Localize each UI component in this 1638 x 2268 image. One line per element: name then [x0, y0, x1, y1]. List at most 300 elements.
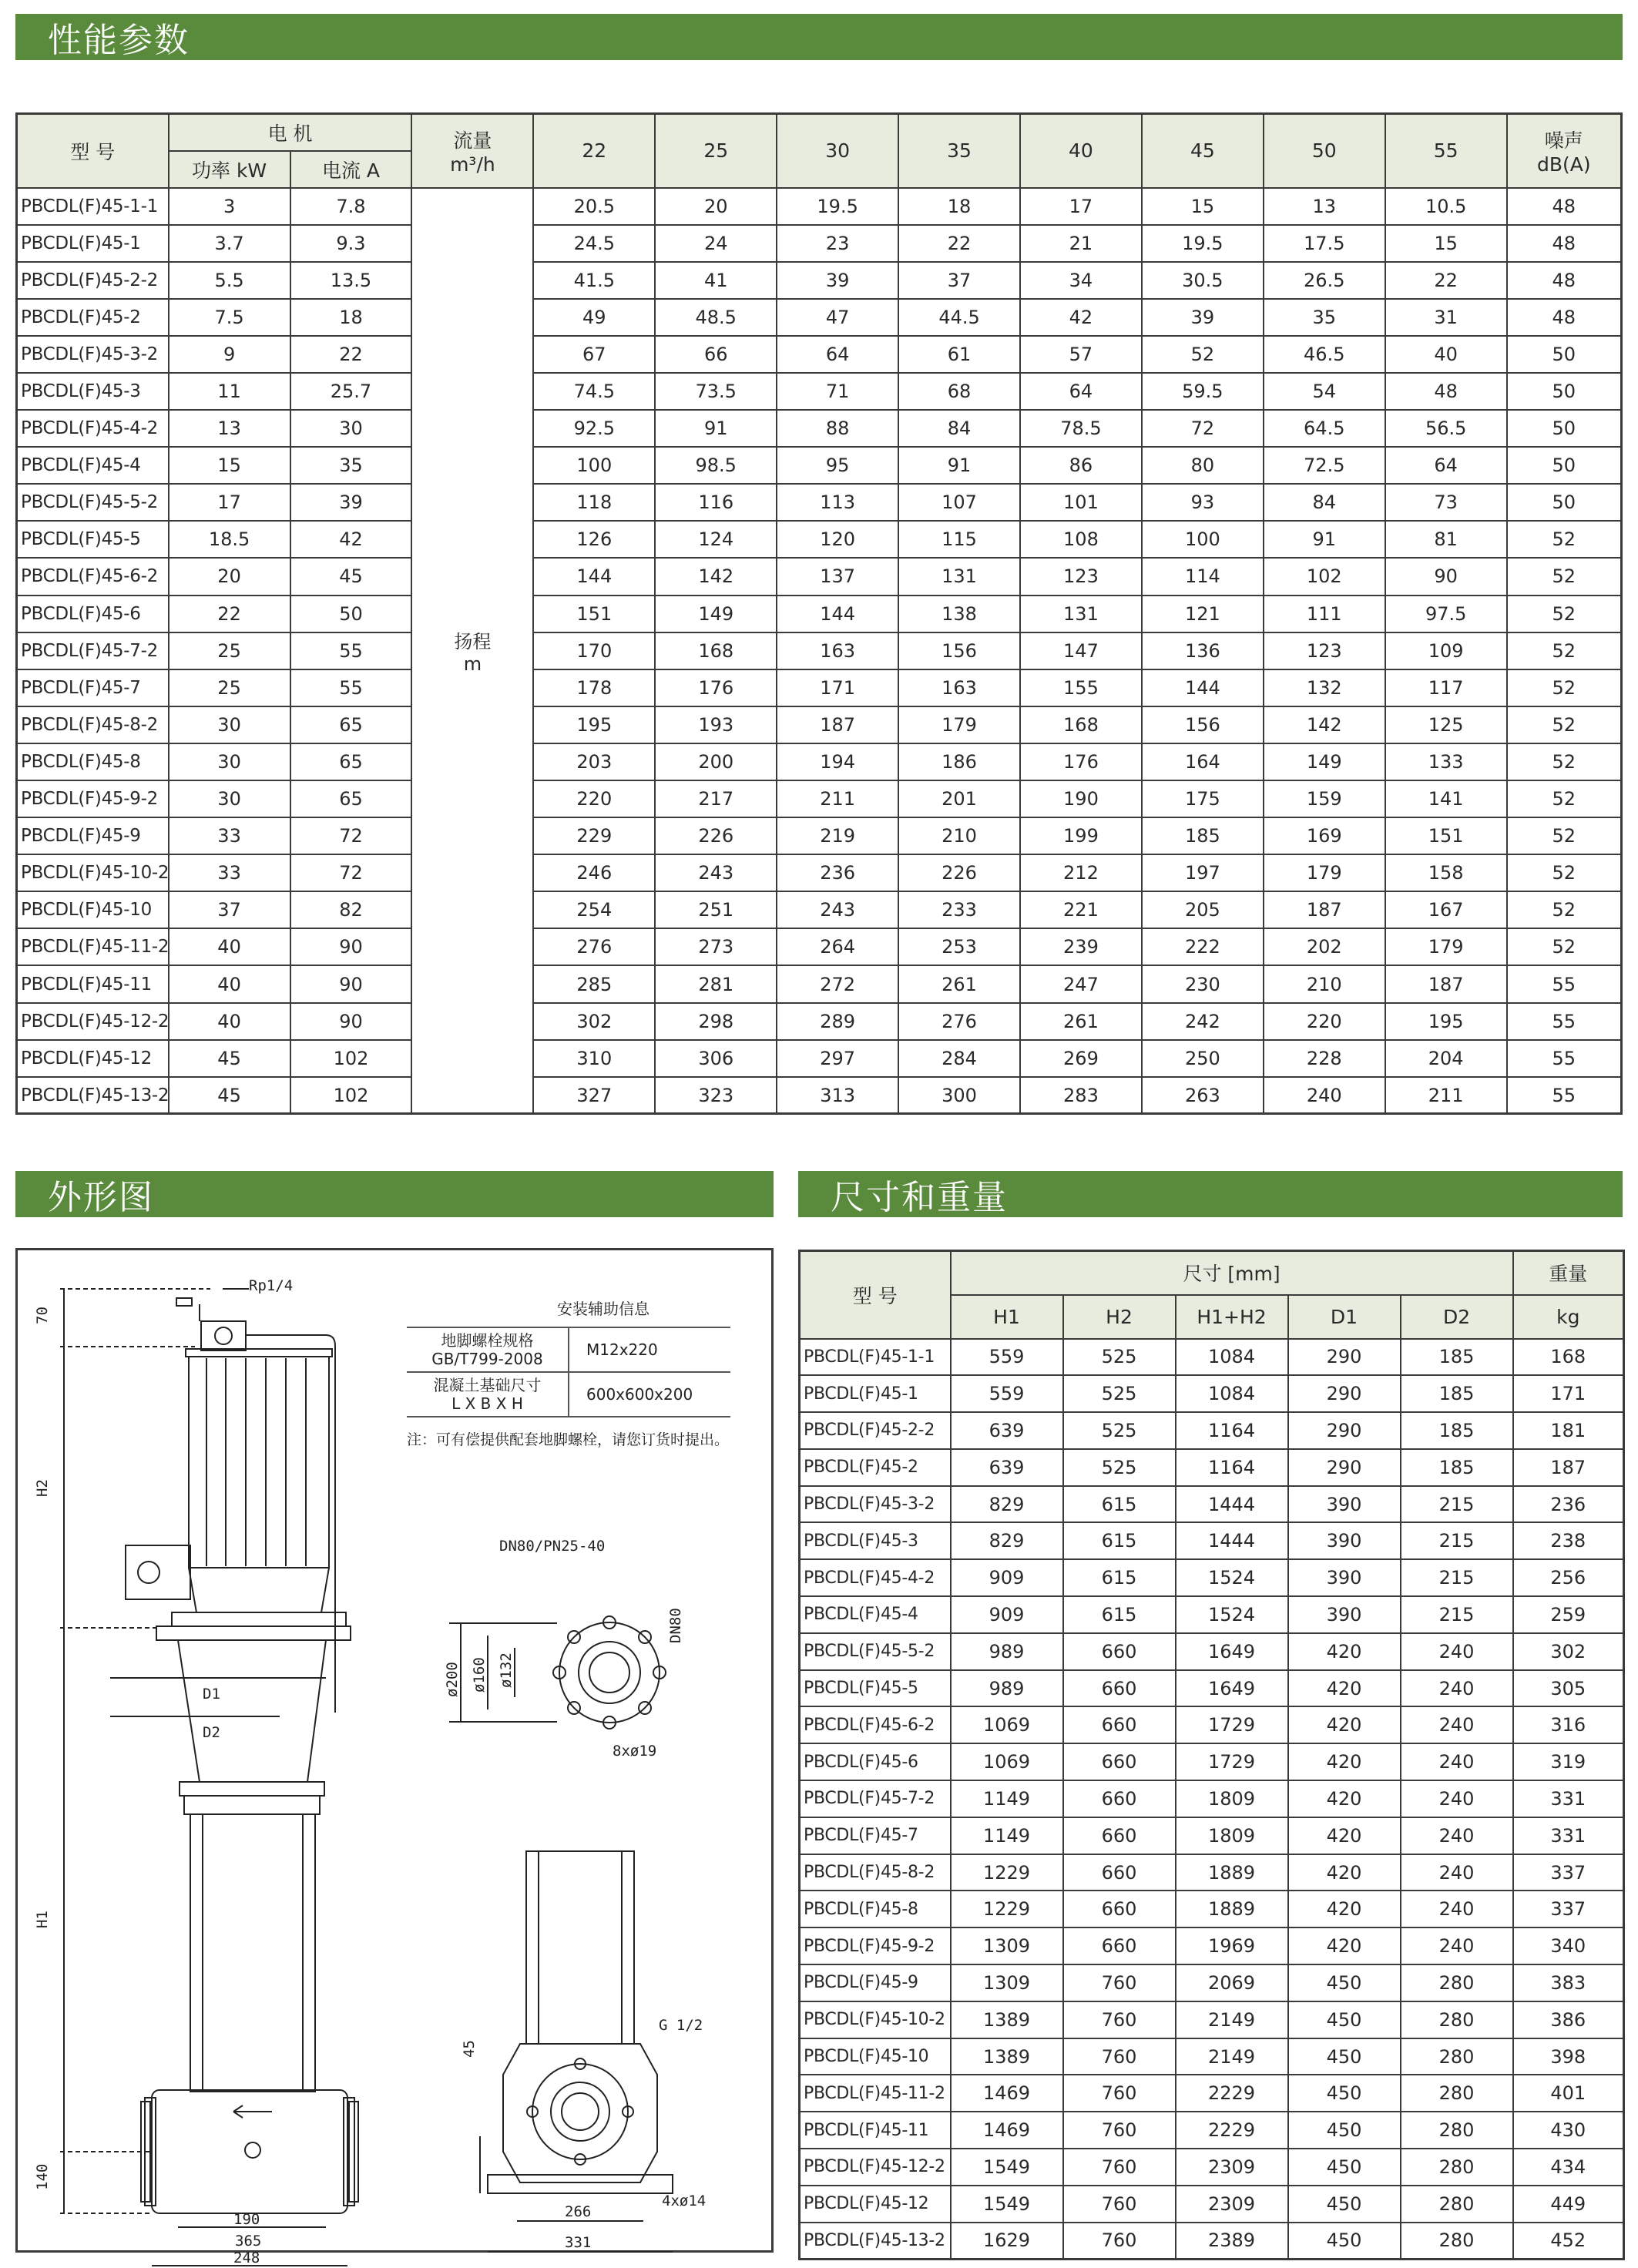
head-value-cell: 54 — [1264, 373, 1385, 410]
dimension-cell: 240 — [1401, 1891, 1513, 1927]
model-cell: PBCDL(F)45-1-1 — [800, 1339, 951, 1376]
head-value-cell: 100 — [1142, 521, 1264, 558]
power-cell: 17 — [169, 484, 290, 521]
head-value-cell: 176 — [1020, 743, 1142, 780]
current-cell: 9.3 — [290, 225, 412, 262]
current-cell: 18 — [290, 299, 412, 336]
head-value-cell: 68 — [898, 373, 1020, 410]
head-value-cell: 137 — [777, 558, 898, 595]
weight-cell: 449 — [1513, 2186, 1624, 2223]
head-value-cell: 261 — [898, 965, 1020, 1002]
dimension-cell: 420 — [1288, 1891, 1401, 1927]
head-value-cell: 168 — [1020, 706, 1142, 743]
head-value-cell: 24.5 — [533, 225, 655, 262]
head-value-cell: 56.5 — [1385, 410, 1507, 447]
head-value-cell: 297 — [777, 1040, 898, 1077]
dimension-cell: 1549 — [951, 2149, 1063, 2186]
head-value-cell: 61 — [898, 336, 1020, 373]
flange-title: DN80/PN25-40 — [499, 1538, 606, 1555]
dims-model-header: 型 号 — [800, 1251, 951, 1339]
model-cell: PBCDL(F)45-6-2 — [800, 1706, 951, 1743]
weight-cell: 340 — [1513, 1927, 1624, 1964]
dimension-cell: 1229 — [951, 1854, 1063, 1891]
table-row — [800, 1522, 1624, 1559]
head-value-cell: 123 — [1020, 558, 1142, 595]
dimension-cell: 420 — [1288, 1670, 1401, 1707]
flow-unit: m³/h — [450, 153, 495, 176]
model-cell: PBCDL(F)45-9-2 — [800, 1927, 951, 1964]
noise-cell: 52 — [1507, 632, 1622, 669]
current-header: 电流 A — [290, 151, 412, 188]
dimension-cell: 1069 — [951, 1706, 1063, 1743]
power-cell: 11 — [169, 373, 290, 410]
head-value-cell: 13 — [1264, 188, 1385, 225]
dimension-cell: 420 — [1288, 1780, 1401, 1817]
head-value-cell: 73.5 — [655, 373, 777, 410]
table-row — [17, 1003, 1622, 1040]
dimension-cell: 240 — [1401, 1780, 1513, 1817]
base-label-line1: 混凝土基础尺寸 — [433, 1376, 542, 1394]
head-value-cell: 272 — [777, 965, 898, 1002]
table-row — [17, 965, 1622, 1002]
dimension-cell: 215 — [1401, 1559, 1513, 1596]
flow-value-header: 22 — [533, 114, 655, 188]
head-value-cell: 91 — [655, 410, 777, 447]
dimension-cell: 185 — [1401, 1375, 1513, 1412]
table-row — [800, 1927, 1624, 1964]
current-cell: 55 — [290, 669, 412, 706]
bolt-label-line2: GB/T799-2008 — [431, 1350, 543, 1368]
dim-45: 45 — [461, 2040, 478, 2058]
table-row — [800, 1854, 1624, 1891]
power-cell: 18.5 — [169, 521, 290, 558]
noise-cell: 50 — [1507, 336, 1622, 373]
head-value-cell: 221 — [1020, 891, 1142, 928]
flow-label: 流量 — [453, 129, 492, 153]
head-value-cell: 254 — [533, 891, 655, 928]
flow-value-header: 40 — [1020, 114, 1142, 188]
head-value-cell: 19.5 — [1142, 225, 1264, 262]
model-cell: PBCDL(F)45-5-2 — [800, 1633, 951, 1670]
head-value-cell: 276 — [898, 1003, 1020, 1040]
power-cell: 15 — [169, 447, 290, 484]
head-value-cell: 18 — [898, 188, 1020, 225]
noise-cell: 48 — [1507, 299, 1622, 336]
table-row — [800, 1559, 1624, 1596]
head-value-cell: 44.5 — [898, 299, 1020, 336]
head-value-cell: 102 — [1264, 558, 1385, 595]
head-value-cell: 147 — [1020, 632, 1142, 669]
dimension-cell: 1649 — [1176, 1633, 1288, 1670]
current-cell: 7.8 — [290, 188, 412, 225]
head-value-cell: 101 — [1020, 484, 1142, 521]
noise-cell: 52 — [1507, 854, 1622, 891]
power-cell: 20 — [169, 558, 290, 595]
head-value-cell: 313 — [777, 1077, 898, 1114]
head-value-cell: 64 — [1020, 373, 1142, 410]
power-cell: 33 — [169, 854, 290, 891]
current-cell: 13.5 — [290, 262, 412, 299]
dimension-cell: 450 — [1288, 2112, 1401, 2149]
dimension-cell: 2389 — [1176, 2223, 1288, 2260]
model-cell: PBCDL(F)45-1 — [800, 1375, 951, 1412]
dimension-cell: 2069 — [1176, 1964, 1288, 2001]
table-row — [800, 1964, 1624, 2001]
head-value-cell: 204 — [1385, 1040, 1507, 1077]
head-value-cell: 229 — [533, 817, 655, 854]
weight-cell: 259 — [1513, 1596, 1624, 1633]
dimension-cell: 660 — [1063, 1891, 1176, 1927]
head-value-cell: 72.5 — [1264, 447, 1385, 484]
weight-cell: 430 — [1513, 2112, 1624, 2149]
model-cell: PBCDL(F)45-5 — [800, 1670, 951, 1707]
head-value-cell: 210 — [1264, 965, 1385, 1002]
head-value-cell: 170 — [533, 632, 655, 669]
head-value-cell: 20.5 — [533, 188, 655, 225]
head-value-cell: 46.5 — [1264, 336, 1385, 373]
head-value-cell: 64 — [1385, 447, 1507, 484]
head-value-cell: 171 — [777, 669, 898, 706]
model-cell: PBCDL(F)45-7-2 — [800, 1780, 951, 1817]
model-cell: PBCDL(F)45-10 — [17, 891, 169, 928]
col-d2-header: D2 — [1401, 1295, 1513, 1339]
head-value-cell: 264 — [777, 928, 898, 965]
noise-cell: 50 — [1507, 373, 1622, 410]
dimensions-section-title: 尺寸和重量 — [798, 1171, 1623, 1217]
dimension-cell: 215 — [1401, 1522, 1513, 1559]
head-value-cell: 203 — [533, 743, 655, 780]
head-value-cell: 126 — [533, 521, 655, 558]
head-value-cell: 37 — [898, 262, 1020, 299]
head-value-cell: 175 — [1142, 780, 1264, 817]
dimension-cell: 290 — [1288, 1339, 1401, 1376]
flow-value-header: 45 — [1142, 114, 1264, 188]
head-value-cell: 34 — [1020, 262, 1142, 299]
dimension-cell: 760 — [1063, 2223, 1176, 2260]
head-label: 扬程 — [454, 630, 492, 653]
weight-cell: 316 — [1513, 1706, 1624, 1743]
dimension-cell: 660 — [1063, 1706, 1176, 1743]
head-value-cell: 109 — [1385, 632, 1507, 669]
dimension-cell: 1164 — [1176, 1449, 1288, 1486]
head-value-cell: 199 — [1020, 817, 1142, 854]
model-cell: PBCDL(F)45-1 — [17, 225, 169, 262]
dim-h1: H1 — [34, 1911, 51, 1928]
flow-value-header: 25 — [655, 114, 777, 188]
noise-header — [1507, 114, 1622, 188]
head-value-cell: 93 — [1142, 484, 1264, 521]
head-value-cell: 251 — [655, 891, 777, 928]
head-value-cell: 300 — [898, 1077, 1020, 1114]
power-cell: 30 — [169, 706, 290, 743]
dimension-cell: 989 — [951, 1633, 1063, 1670]
current-cell: 90 — [290, 928, 412, 965]
g12-label: G 1/2 — [659, 2017, 703, 2034]
model-cell: PBCDL(F)45-12-2 — [800, 2149, 951, 2186]
head-value-cell: 131 — [898, 558, 1020, 595]
current-cell: 72 — [290, 854, 412, 891]
head-value-cell: 201 — [898, 780, 1020, 817]
power-cell: 30 — [169, 743, 290, 780]
current-cell: 55 — [290, 632, 412, 669]
head-value-cell: 124 — [655, 521, 777, 558]
head-value-cell: 178 — [533, 669, 655, 706]
head-value-cell: 158 — [1385, 854, 1507, 891]
table-row — [800, 1817, 1624, 1854]
head-value-cell: 185 — [1142, 817, 1264, 854]
head-value-cell: 187 — [1264, 891, 1385, 928]
table-row — [800, 1780, 1624, 1817]
current-cell: 45 — [290, 558, 412, 595]
power-cell: 40 — [169, 928, 290, 965]
head-value-cell: 151 — [1385, 817, 1507, 854]
dimension-cell: 559 — [951, 1375, 1063, 1412]
dim-365: 365 — [235, 2233, 262, 2250]
base-size-label — [407, 1372, 569, 1417]
current-cell: 82 — [290, 891, 412, 928]
install-info-block — [407, 1297, 746, 1451]
head-value-cell: 246 — [533, 854, 655, 891]
outline-drawing-panel — [15, 1248, 774, 2266]
dn80-label: DN80 — [667, 1608, 684, 1643]
head-value-cell: 64 — [777, 336, 898, 373]
dimension-cell: 450 — [1288, 1964, 1401, 2001]
noise-cell: 55 — [1507, 1003, 1622, 1040]
head-value-cell: 81 — [1385, 521, 1507, 558]
head-value-cell: 195 — [1385, 1003, 1507, 1040]
col-d1-header: D1 — [1288, 1295, 1401, 1339]
current-cell: 102 — [290, 1077, 412, 1114]
model-cell: PBCDL(F)45-5-2 — [17, 484, 169, 521]
current-cell: 42 — [290, 521, 412, 558]
dimension-cell: 760 — [1063, 2149, 1176, 2186]
head-value-cell: 133 — [1385, 743, 1507, 780]
base-size-value: 600x600x200 — [569, 1372, 730, 1417]
noise-cell: 50 — [1507, 410, 1622, 447]
head-value-cell: 212 — [1020, 854, 1142, 891]
model-cell: PBCDL(F)45-11-2 — [17, 928, 169, 965]
head-value-cell: 250 — [1142, 1040, 1264, 1077]
dimension-cell: 525 — [1063, 1449, 1176, 1486]
head-value-cell: 247 — [1020, 965, 1142, 1002]
current-cell: 65 — [290, 706, 412, 743]
model-cell: PBCDL(F)45-9 — [17, 817, 169, 854]
table-row — [17, 410, 1622, 447]
head-value-cell: 179 — [898, 706, 1020, 743]
head-value-cell: 144 — [777, 596, 898, 632]
weight-cell: 236 — [1513, 1486, 1624, 1523]
head-value-cell: 289 — [777, 1003, 898, 1040]
model-cell: PBCDL(F)45-12 — [17, 1040, 169, 1077]
bolt-spec-value: M12x220 — [569, 1327, 730, 1372]
head-value-cell: 86 — [1020, 447, 1142, 484]
head-value-cell: 71 — [777, 373, 898, 410]
dimension-cell: 829 — [951, 1486, 1063, 1523]
table-row — [800, 1633, 1624, 1670]
current-cell: 102 — [290, 1040, 412, 1077]
head-value-cell: 156 — [898, 632, 1020, 669]
table-row — [800, 1743, 1624, 1780]
head-value-cell: 108 — [1020, 521, 1142, 558]
dimension-cell: 615 — [1063, 1486, 1176, 1523]
dimension-cell: 1889 — [1176, 1891, 1288, 1927]
table-row — [800, 1706, 1624, 1743]
head-value-cell: 151 — [533, 596, 655, 632]
head-value-cell: 195 — [533, 706, 655, 743]
model-cell: PBCDL(F)45-10 — [800, 2038, 951, 2075]
flow-value-header: 55 — [1385, 114, 1507, 188]
current-cell: 35 — [290, 447, 412, 484]
head-value-cell: 19.5 — [777, 188, 898, 225]
model-cell: PBCDL(F)45-6 — [17, 596, 169, 632]
dimension-cell: 420 — [1288, 1817, 1401, 1854]
head-value-cell: 98.5 — [655, 447, 777, 484]
install-info-title: 安装辅助信息 — [557, 1300, 649, 1318]
outline-section-title: 外形图 — [15, 1171, 774, 1217]
dim-d2: D2 — [203, 1724, 220, 1741]
head-value-cell: 149 — [1264, 743, 1385, 780]
noise-cell: 48 — [1507, 225, 1622, 262]
power-cell: 25 — [169, 669, 290, 706]
head-value-cell: 84 — [1264, 484, 1385, 521]
head-value-cell: 176 — [655, 669, 777, 706]
dimension-cell: 2309 — [1176, 2149, 1288, 2186]
table-row — [17, 188, 1622, 225]
head-value-cell: 163 — [898, 669, 1020, 706]
head-value-cell: 193 — [655, 706, 777, 743]
head-value-cell: 202 — [1264, 928, 1385, 965]
dimension-cell: 1309 — [951, 1964, 1063, 2001]
head-value-cell: 72 — [1142, 410, 1264, 447]
model-cell: PBCDL(F)45-10-2 — [800, 2001, 951, 2038]
dimension-cell: 909 — [951, 1559, 1063, 1596]
dimension-cell: 1389 — [951, 2001, 1063, 2038]
dimension-cell: 1524 — [1176, 1596, 1288, 1633]
dimension-cell: 1889 — [1176, 1854, 1288, 1891]
table-row — [17, 817, 1622, 854]
head-value-cell: 125 — [1385, 706, 1507, 743]
weight-cell: 171 — [1513, 1375, 1624, 1412]
head-value-cell: 141 — [1385, 780, 1507, 817]
head-value-cell: 15 — [1142, 188, 1264, 225]
head-value-cell: 243 — [655, 854, 777, 891]
head-value-cell: 91 — [898, 447, 1020, 484]
model-cell: PBCDL(F)45-8 — [17, 743, 169, 780]
table-row — [800, 2075, 1624, 2112]
weight-cell: 331 — [1513, 1780, 1624, 1817]
table-row — [800, 1596, 1624, 1633]
head-value-cell: 17.5 — [1264, 225, 1385, 262]
dimension-cell: 1084 — [1176, 1375, 1288, 1412]
dimension-cell: 280 — [1401, 2112, 1513, 2149]
base-holes-label: 4xø14 — [662, 2193, 707, 2209]
head-value-cell: 114 — [1142, 558, 1264, 595]
head-value-cell: 273 — [655, 928, 777, 965]
model-cell: PBCDL(F)45-3 — [17, 373, 169, 410]
dimension-cell: 639 — [951, 1449, 1063, 1486]
power-cell: 45 — [169, 1040, 290, 1077]
head-value-cell: 226 — [898, 854, 1020, 891]
col-h1-header: H1 — [951, 1295, 1063, 1339]
head-value-cell: 41 — [655, 262, 777, 299]
noise-cell: 48 — [1507, 188, 1622, 225]
weight-cell: 434 — [1513, 2149, 1624, 2186]
head-value-cell: 59.5 — [1142, 373, 1264, 410]
head-value-cell: 144 — [1142, 669, 1264, 706]
dimension-cell: 2229 — [1176, 2075, 1288, 2112]
power-cell: 30 — [169, 780, 290, 817]
head-value-cell: 226 — [655, 817, 777, 854]
dimension-cell: 1444 — [1176, 1522, 1288, 1559]
power-cell: 13 — [169, 410, 290, 447]
dimension-cell: 760 — [1063, 2075, 1176, 2112]
dia200-label: ø200 — [444, 1662, 461, 1697]
weight-cell: 383 — [1513, 1964, 1624, 2001]
table-row — [800, 1486, 1624, 1523]
current-cell: 72 — [290, 817, 412, 854]
noise-cell: 55 — [1507, 1040, 1622, 1077]
dimension-cell: 240 — [1401, 1670, 1513, 1707]
head-value-cell: 187 — [1385, 965, 1507, 1002]
dimension-cell: 290 — [1288, 1412, 1401, 1449]
dimension-cell: 1729 — [1176, 1706, 1288, 1743]
noise-cell: 52 — [1507, 780, 1622, 817]
dimension-cell: 615 — [1063, 1559, 1176, 1596]
power-cell: 25 — [169, 632, 290, 669]
dimension-cell: 280 — [1401, 2075, 1513, 2112]
bolt-spec-label — [407, 1327, 569, 1372]
head-value-cell: 187 — [777, 706, 898, 743]
dim-248: 248 — [233, 2250, 260, 2266]
dimension-cell: 2309 — [1176, 2186, 1288, 2223]
table-row — [17, 558, 1622, 595]
current-cell: 65 — [290, 743, 412, 780]
current-cell: 90 — [290, 1003, 412, 1040]
dimensions-table — [798, 1250, 1625, 2260]
head-value-cell: 52 — [1142, 336, 1264, 373]
dim-266: 266 — [565, 2203, 592, 2220]
model-cell: PBCDL(F)45-4 — [17, 447, 169, 484]
table-row — [17, 521, 1622, 558]
model-cell: PBCDL(F)45-8-2 — [17, 706, 169, 743]
table-row — [800, 2223, 1624, 2260]
dimension-cell: 1164 — [1176, 1412, 1288, 1449]
dimension-cell: 1629 — [951, 2223, 1063, 2260]
model-cell: PBCDL(F)45-11-2 — [800, 2075, 951, 2112]
head-value-cell: 74.5 — [533, 373, 655, 410]
head-value-cell: 142 — [1264, 706, 1385, 743]
dim-h2: H2 — [34, 1479, 51, 1497]
power-cell: 5.5 — [169, 262, 290, 299]
table-row — [800, 1670, 1624, 1707]
motor-header: 电 机 — [169, 114, 412, 151]
head-value-cell: 123 — [1264, 632, 1385, 669]
power-cell: 33 — [169, 817, 290, 854]
head-value-cell: 200 — [655, 743, 777, 780]
model-cell: PBCDL(F)45-4-2 — [800, 1559, 951, 1596]
head-value-cell: 64.5 — [1264, 410, 1385, 447]
dimension-cell: 185 — [1401, 1449, 1513, 1486]
size-header: 尺寸 [mm] — [951, 1251, 1513, 1295]
dimension-cell: 2229 — [1176, 2112, 1288, 2149]
noise-label: 噪声 — [1544, 129, 1583, 153]
head-value-cell: 217 — [655, 780, 777, 817]
dimension-cell: 450 — [1288, 2075, 1401, 2112]
weight-cell: 319 — [1513, 1743, 1624, 1780]
weight-unit-header: kg — [1513, 1295, 1624, 1339]
dimension-cell: 290 — [1288, 1449, 1401, 1486]
dimension-cell: 1809 — [1176, 1817, 1288, 1854]
